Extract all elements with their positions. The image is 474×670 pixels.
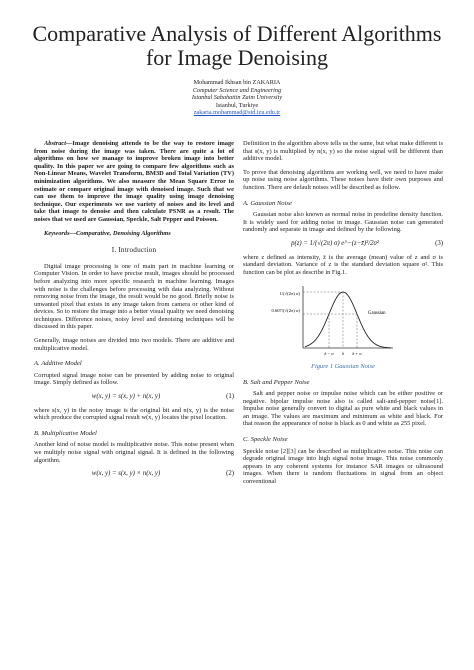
gaussian-paragraph-2: where z defined as intensity, z̄ is the average (mean) value of z and σ is standard deviation. Variance of z is the standard deviation square σ². This function can be plot as describe in Fig.1. [243, 253, 443, 276]
y-label-peak: 1/(√(2π) σ) [279, 291, 300, 297]
author-block [100, 79, 374, 117]
section-heading-introduction: I. Introduction [111, 246, 157, 255]
subsection-heading-gaussian: A. Gaussian Noise [243, 199, 292, 207]
salt-pepper-paragraph: Salt and pepper noise or impulse noise which can be either positive or negative. bipolar impulse noise also is called salt-and-pepper noise[1]. Impulse noise generally convert to digital as pure white and black values in an image. The values are maximum and minimum as white and black. For that reason the appearance of noise is black as 0 and white as 255 pixel. [243, 390, 443, 428]
equation-2-expression: w(x, y) = s(x, y) × n(x, y) [91, 470, 161, 478]
x-label-mean: z̄ [341, 351, 345, 357]
figure-caption: Figure 1 Gaussian Noise [311, 362, 375, 370]
x-label-minus-sigma: z̄ − σ [324, 351, 334, 357]
gaussian-paragraph-1: Gaussian noise also known as normal noise in predefine density function. It is widely used for adding noise in image. Gaussian noise can generated randomly and separate in image and defined by the following. [243, 211, 443, 234]
right-paragraph-1: Definition in the algorithm above tells us the same, but what make different is that s(x, y) is multiplied by n(x, y) so the noise signal will be different than additive model. [243, 140, 443, 163]
equation-3-number: (3) [435, 239, 443, 247]
equation-3 [243, 240, 443, 248]
equation-2-number: (2) [226, 470, 234, 478]
paper-title: Comparative Analysis of Different Algorithms for Image Denoising [32, 21, 442, 70]
abstract-text: —Image denoising attends to be the way to restore image from noise during the image was taken. There are quite a lot of algorithms on how we manage to improve broken image into better quality. In this paper we are going to compare few algorithms such as Non-Linear Means, Wavelet Transform, BM3D and Total Variation (TV) minimization algorithms. We also measure the Mean Square Error to estimate or compare original image with denoised image. Such that we can use them to improve the image quality using image denoising technique. Our experiments we use variety of noises and its level and take that image to denoise and then calculate PSNR as a result. The noises that we used are Gaussian, Speckle, Salt Pepper and Poisson. [34, 140, 234, 223]
subsection-heading-multiplicative: B. Multiplicative Model [34, 429, 97, 437]
abstract-label: Abstract [44, 140, 67, 147]
author-location: Istanbul, Turkiye [215, 101, 259, 109]
author-university: Istanbul Sabahattin Zaim University [191, 94, 283, 102]
right-paragraph-2: To prove that denoising algorithms are working well, we need to have make up noise using noise algorithms. These noises have their own purposes and function. There are default noises will be described as follow. [243, 168, 443, 191]
gaussian-figure [243, 282, 443, 370]
keywords: Keywords—Comparative, Denoising Algorithms [44, 229, 171, 237]
y-label-sigma: 0.607/(√(2π) σ) [271, 308, 300, 314]
author-email-link[interactable]: zakaria.mohammad@std.izu.edu.tr [193, 109, 281, 117]
equation-1 [34, 393, 234, 401]
left-column [34, 140, 234, 484]
additive-paragraph-2: where s(x, y) in the noisy image is the original bit and n(x, y) is the noise which produce the corrupted signal result w(x, y) locates the pixel location. [34, 406, 234, 422]
equation-2 [34, 470, 234, 478]
x-label-plus-sigma: z̄ + σ [352, 351, 362, 357]
gaussian-curve [305, 292, 391, 348]
subsection-heading-speckle: C. Speckle Noise [243, 436, 288, 444]
curve-label: Gaussian [368, 311, 386, 317]
subsection-heading-salt-pepper: B. Salt and Pepper Noise [243, 378, 310, 386]
gaussian-plot [243, 282, 443, 358]
intro-paragraph-1: Digital image processing is one of main part in machine learning or Computer Vision. In order to have precise result, images should be processed before analyzing into more specific research in machine learning. Images with noise is the challenges before processing with data analyzing. Without removing noise from the image, the result would be no good. Briefly noise is unwanted pixel that exists in any image taken from camera or other kind of devices. So to restore the image into a better visual quality we need denoising techniques. Difference noises, noisy level and denoising techniques will be discussed in this paper. [34, 262, 234, 331]
speckle-paragraph: Speckle noise [2][3] can be described as multiplicative noise. This noise can degrade original image into high signal noise image. This noise commonly appears in any coherent systems for instance SAR images or ultrasound images. When there is random fluctuations in signal from an object conventional [243, 447, 443, 486]
intro-paragraph-2: Generally, image noises are divided into two models. There are additive and multiplicative model. [34, 337, 234, 352]
equation-3-expression: p(z) = 1/(√(2π) σ) e^−(z−z̄)²/2σ² [291, 239, 379, 247]
equation-1-number: (1) [226, 393, 234, 401]
subsection-heading-additive: A. Additive Model [34, 360, 82, 368]
author-department: Computer Science and Engineering [192, 86, 282, 94]
multiplicative-paragraph-1: Another kind of noise model is multiplicative noise. This noise present when we multiply noise signal with original signal. It is defined in the following algorithm. [34, 441, 234, 464]
additive-paragraph-1: Corrupted signal image noise can be presented by adding noise to original image. Simply defined as follow. [34, 371, 234, 387]
right-column [243, 140, 443, 492]
equation-1-expression: w(x, y) = s(x, y) + n(x, y) [91, 393, 161, 401]
author-name: Mohammad Ikhsan bin ZAKARIA [193, 79, 281, 86]
abstract-paragraph [34, 140, 234, 224]
